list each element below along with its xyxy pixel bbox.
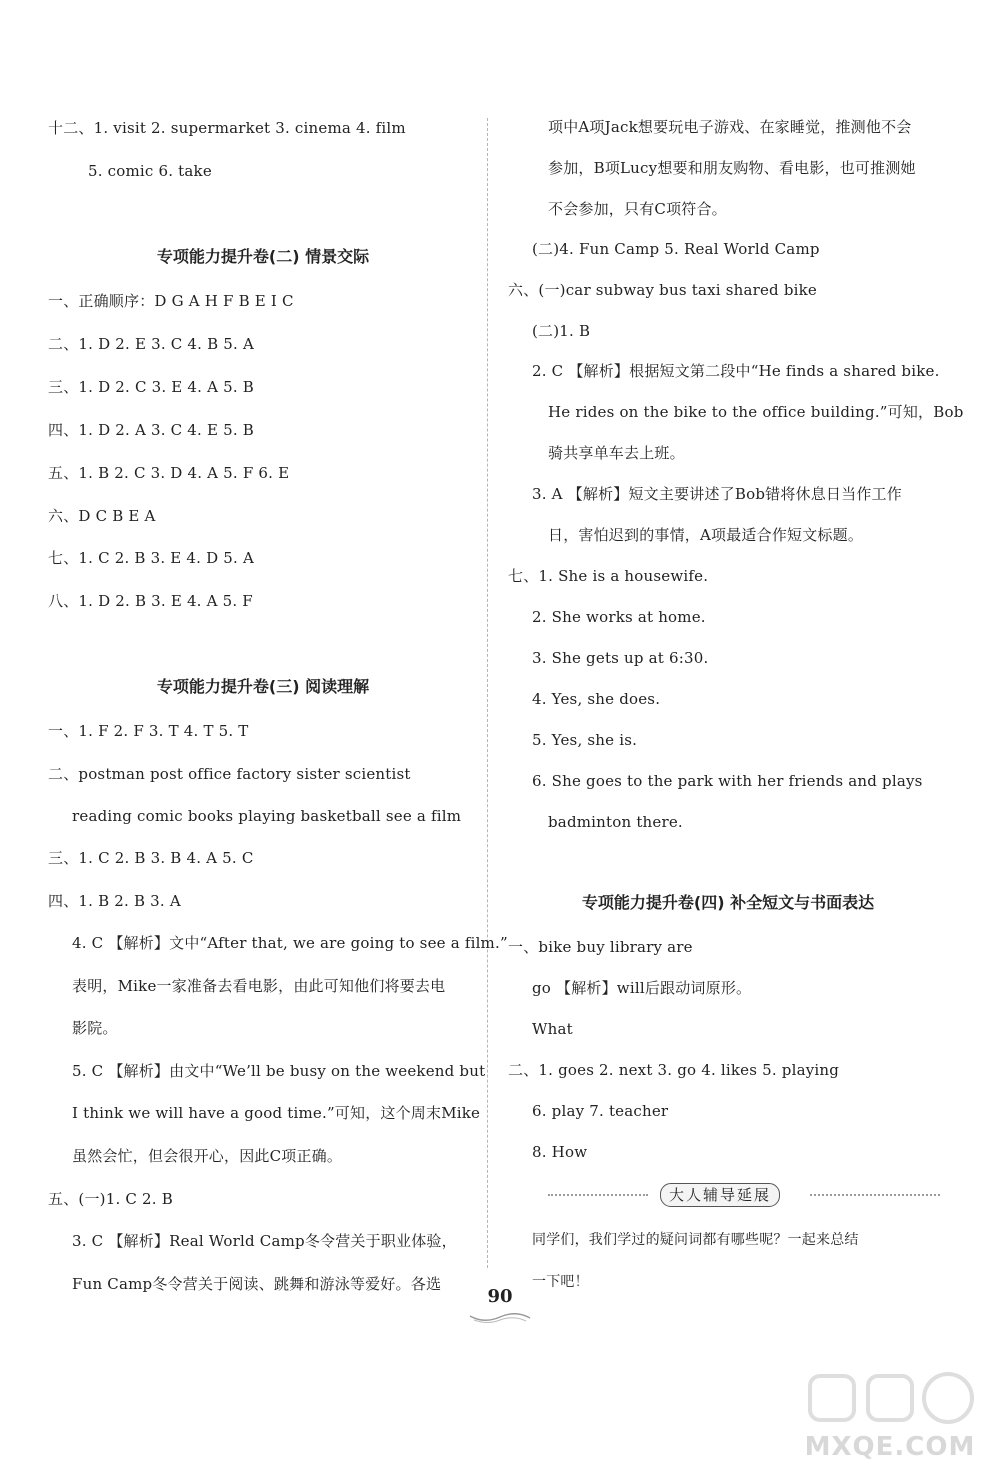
watermark-text: MXQE.COM xyxy=(804,1432,976,1462)
page-number: 90 xyxy=(487,1286,513,1307)
column-divider xyxy=(487,118,488,1268)
answer-line: 骑共享单车去上班。 xyxy=(548,444,685,462)
answer-line: 6. play 7. teacher xyxy=(532,1102,669,1120)
answer-line: 八、1. D 2. B 3. E 4. A 5. F xyxy=(48,592,253,610)
extension-banner xyxy=(548,1183,940,1207)
answer-line: 二、1. goes 2. next 3. go 4. likes 5. playing xyxy=(508,1061,840,1079)
answer-line: 不会参加，只有C项符合。 xyxy=(548,200,727,218)
answer-line: 6. She goes to the park with her friends and plays xyxy=(532,772,923,790)
page-ornament-icon xyxy=(468,1310,532,1324)
answer-line: 参加，B项Lucy想要和朋友购物、看电影，也可推测她 xyxy=(548,159,916,177)
answer-line: 一、正确顺序：D G A H F B E I C xyxy=(48,292,294,310)
watermark-badge-icon xyxy=(790,1370,990,1434)
answer-line: 六、(一)car subway bus taxi shared bike xyxy=(508,281,817,299)
answer-line: 一、bike buy library are xyxy=(508,938,693,956)
answer-line: 三、1. D 2. C 3. E 4. A 5. B xyxy=(48,378,254,396)
section-heading: 专项能力提升卷(三) 阅读理解 xyxy=(156,677,370,696)
answer-line: 3. A 【解析】短文主要讲述了Bob错将休息日当作工作 xyxy=(532,485,902,503)
answer-line: 3. She gets up at 6:30. xyxy=(532,649,709,667)
answer-line: 2. C 【解析】根据短文第二段中“He finds a shared bike. xyxy=(532,362,940,380)
extension-title: 大人辅导延展 xyxy=(660,1183,780,1207)
answer-line: 四、1. B 2. B 3. A xyxy=(48,892,181,910)
answer-line: 项中A项Jack想要玩电子游戏、在家睡觉，推测他不会 xyxy=(548,118,912,136)
dotted-rule xyxy=(548,1194,648,1196)
answer-line: reading comic books playing basketball see a film xyxy=(72,807,462,825)
answer-line: 3. C 【解析】Real World Camp冬令营关于职业体验， xyxy=(72,1232,457,1250)
answer-line: I think we will have a good time.”可知，这个周末Mike xyxy=(72,1104,481,1122)
answer-line: 虽然会忙，但会很开心，因此C项正确。 xyxy=(72,1147,343,1165)
answer-line: 二、postman post office factory sister scientist xyxy=(48,765,411,783)
answer-line: 5. comic 6. take xyxy=(88,162,212,180)
answer-line: He rides on the bike to the office building.”可知，Bob xyxy=(548,403,964,421)
answer-line: 五、(一)1. C 2. B xyxy=(48,1190,173,1208)
answer-line: 五、1. B 2. C 3. D 4. A 5. F 6. E xyxy=(48,464,290,482)
answer-line: 影院。 xyxy=(72,1019,118,1037)
extension-text: 一下吧！ xyxy=(532,1274,589,1290)
answer-line: 二、1. D 2. E 3. C 4. B 5. A xyxy=(48,335,254,353)
watermark-logo xyxy=(790,1370,990,1466)
answer-line: (二)1. B xyxy=(532,322,591,340)
dotted-rule xyxy=(810,1194,940,1196)
answer-line: 表明，Mike一家准备去看电影，由此可知他们将要去电 xyxy=(72,977,446,995)
answer-line: 4. Yes, she does. xyxy=(532,690,661,708)
extension-text: 同学们，我们学过的疑问词都有哪些呢？一起来总结 xyxy=(532,1232,859,1248)
answer-line: 三、1. C 2. B 3. B 4. A 5. C xyxy=(48,849,254,867)
answer-line: Fun Camp冬令营关于阅读、跳舞和游泳等爱好。各选 xyxy=(72,1275,442,1293)
answer-line: 5. Yes, she is. xyxy=(532,731,638,749)
answer-line: 四、1. D 2. A 3. C 4. E 5. B xyxy=(48,421,254,439)
answer-line: go 【解析】will后跟动词原形。 xyxy=(532,979,752,997)
answer-line: 七、1. She is a housewife. xyxy=(508,567,709,585)
answer-line: (二)4. Fun Camp 5. Real World Camp xyxy=(532,240,820,258)
answer-line: badminton there. xyxy=(548,813,683,831)
answer-line: 8. How xyxy=(532,1143,588,1161)
answer-line: 2. She works at home. xyxy=(532,608,706,626)
answer-line: 日，害怕迟到的事情，A项最适合作短文标题。 xyxy=(548,526,864,544)
answer-line: 一、1. F 2. F 3. T 4. T 5. T xyxy=(48,722,249,740)
answer-line: 七、1. C 2. B 3. E 4. D 5. A xyxy=(48,549,254,567)
answer-line: 六、D C B E A xyxy=(48,507,156,525)
section-heading: 专项能力提升卷(二) 情景交际 xyxy=(156,247,370,266)
answer-line: 4. C 【解析】文中“After that, we are going to see a film.” xyxy=(72,934,508,952)
answer-line: What xyxy=(532,1020,573,1038)
section-heading: 专项能力提升卷(四) 补全短文与书面表达 xyxy=(581,893,875,912)
answer-line: 十二、1. visit 2. supermarket 3. cinema 4. film xyxy=(48,119,406,137)
answer-line: 5. C 【解析】由文中“We’ll be busy on the weekend but xyxy=(72,1062,486,1080)
